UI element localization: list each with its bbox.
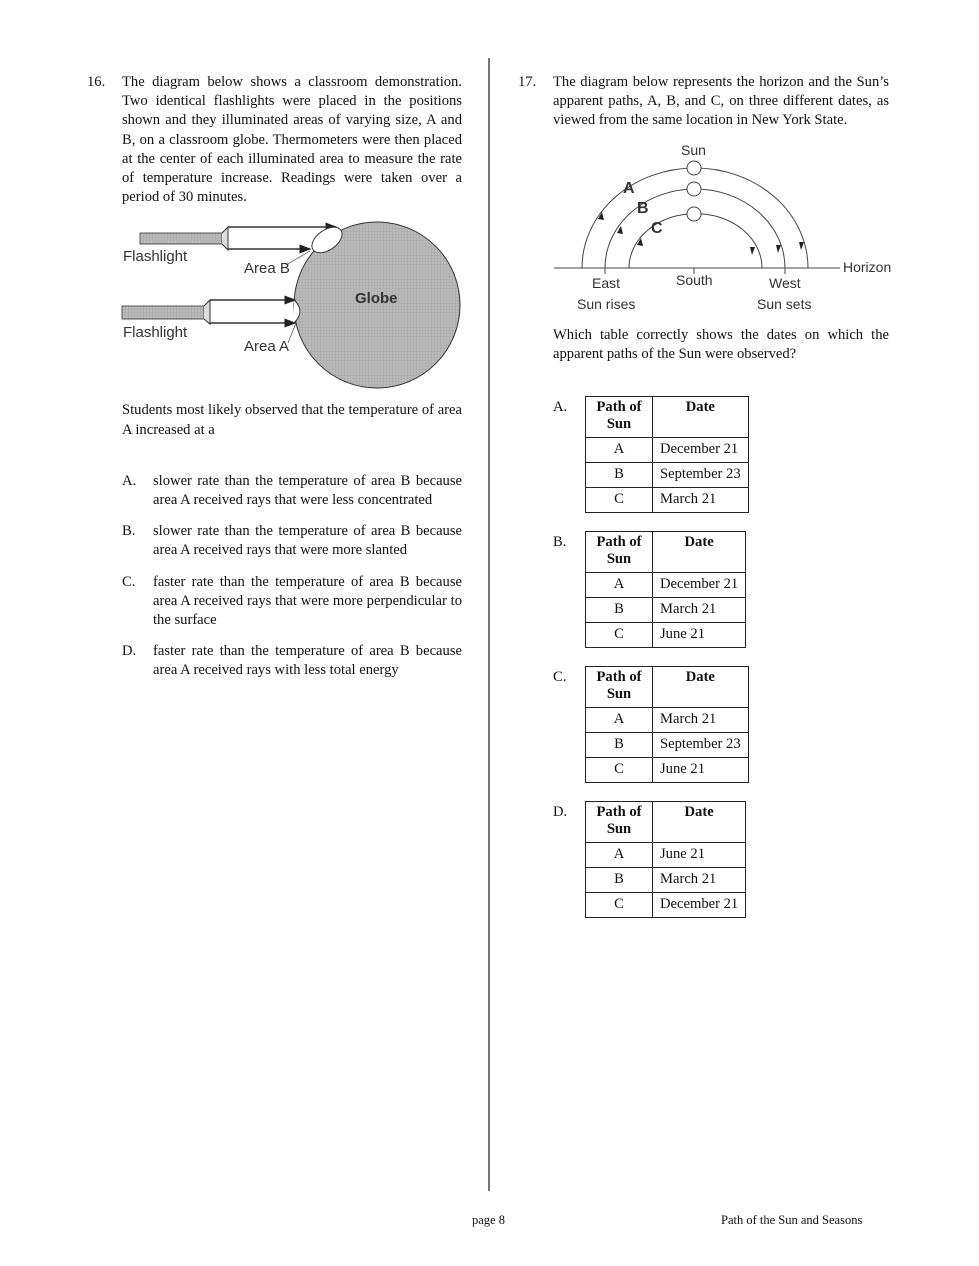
- answer-table: [585, 666, 749, 783]
- col-header: Path of Sun: [586, 397, 653, 438]
- area-a-label: Area A: [244, 338, 290, 356]
- q17-option-b[interactable]: [553, 531, 889, 648]
- option-letter: D.: [122, 643, 137, 660]
- cell: December 21: [653, 438, 749, 463]
- cell: B: [586, 733, 653, 758]
- answer-table: [585, 531, 746, 648]
- q17-option-c[interactable]: [553, 666, 889, 783]
- page-number: page 8: [472, 1213, 505, 1227]
- q17-option-a[interactable]: [553, 396, 889, 513]
- col-header: Date: [653, 802, 746, 843]
- sun-icon: [687, 182, 701, 196]
- q17-stem: The diagram below represents the horizon and the Sun’s apparent paths, A, B, and C, on three different dates, as viewed from the same location in New York State.: [553, 74, 889, 129]
- sun-path-c: [629, 213, 762, 267]
- col-header: Date: [653, 667, 749, 708]
- west-label: West: [769, 274, 801, 291]
- option-letter: A.: [553, 399, 568, 416]
- option-letter: A.: [122, 472, 137, 489]
- flashlight-label: Flashlight: [123, 248, 188, 266]
- cell: March 21: [653, 868, 746, 893]
- cell: C: [586, 893, 653, 918]
- cell: A: [586, 843, 653, 868]
- cell: A: [586, 573, 653, 598]
- flashlight-b-handle: [140, 233, 222, 244]
- cell: June 21: [653, 758, 749, 783]
- option-text: slower rate than the temperature of area B because area A received rays that were more slanted: [153, 523, 462, 559]
- path-c-label: C: [651, 219, 663, 237]
- sun-label: Sun: [681, 141, 706, 158]
- path-a-label: A: [623, 179, 635, 197]
- south-label: South: [676, 271, 713, 288]
- area-b-label: Area B: [244, 260, 290, 278]
- q16-number: 16.: [87, 74, 106, 90]
- sun-icon: [687, 207, 701, 221]
- cell: B: [586, 598, 653, 623]
- col-header: Path of Sun: [586, 802, 653, 843]
- flashlight-a-handle: [122, 306, 204, 319]
- col-header: Date: [653, 532, 746, 573]
- cell: March 21: [653, 598, 746, 623]
- sun-path-b: [605, 189, 785, 268]
- path-b-label: B: [637, 199, 649, 217]
- col-header: Path of Sun: [586, 532, 653, 573]
- option-text: faster rate than the temperature of area B because area A received rays that were more perpendicular to the surface: [153, 573, 462, 629]
- globe-label: Globe: [355, 290, 398, 308]
- col-header: Date: [653, 397, 749, 438]
- east-label: East: [592, 274, 621, 291]
- sun-icon: [687, 161, 701, 175]
- option-letter: B.: [553, 534, 567, 551]
- q16-option-b[interactable]: [122, 522, 462, 560]
- q16-option-d[interactable]: [122, 642, 462, 680]
- cell: A: [586, 438, 653, 463]
- cell: March 21: [653, 488, 749, 513]
- q17-prompt: Which table correctly shows the dates on which the apparent paths of the Sun were observed?: [553, 326, 889, 362]
- sun-sets-label: Sun sets: [757, 295, 812, 312]
- sun-path-diagram: [550, 135, 900, 320]
- sun-rises-label: Sun rises: [577, 295, 636, 312]
- answer-table: [585, 396, 749, 513]
- cell: December 21: [653, 893, 746, 918]
- cell: June 21: [653, 623, 746, 648]
- col-header: Path of Sun: [586, 667, 653, 708]
- option-letter: D.: [553, 804, 568, 821]
- horizon-label: Horizon: [843, 258, 892, 275]
- q17-option-d[interactable]: [553, 801, 889, 918]
- option-letter: C.: [553, 669, 567, 686]
- option-text: faster rate than the temperature of area B because area A received rays with less total energy: [153, 643, 462, 679]
- option-letter: C.: [122, 573, 136, 590]
- cell: B: [586, 463, 653, 488]
- flashlight-label: Flashlight: [123, 324, 188, 342]
- flashlight-globe-diagram: [110, 213, 470, 393]
- q16: [87, 73, 462, 681]
- cell: September 23: [653, 733, 749, 758]
- footer-title: Path of the Sun and Seasons: [721, 1213, 863, 1227]
- cell: March 21: [653, 708, 749, 733]
- q16-stem: The diagram below shows a classroom demonstration. Two identical flashlights were placed in the positions shown and they illuminated areas of varying size, A and B, on a classroom globe. Thermometers were then placed at the center of each illuminated area to measure the rate of temperature increase. Readings were taken over a period of 30 minutes.: [122, 74, 462, 206]
- q17-number: 17.: [518, 74, 537, 90]
- cell: C: [586, 488, 653, 513]
- cell: September 23: [653, 463, 749, 488]
- cell: December 21: [653, 573, 746, 598]
- option-text: slower rate than the temperature of area B because area A received rays that were less concentrated: [153, 472, 462, 509]
- cell: A: [586, 708, 653, 733]
- cell: C: [586, 623, 653, 648]
- q17: [518, 73, 892, 918]
- cell: June 21: [653, 843, 746, 868]
- cell: C: [586, 758, 653, 783]
- column-divider: [488, 58, 490, 1191]
- answer-table: [585, 801, 746, 918]
- q16-prompt: Students most likely observed that the temperature of area A increased at a: [122, 402, 462, 438]
- option-letter: B.: [122, 523, 136, 540]
- cell: B: [586, 868, 653, 893]
- q16-option-c[interactable]: [122, 573, 462, 631]
- q16-option-a[interactable]: [122, 472, 462, 510]
